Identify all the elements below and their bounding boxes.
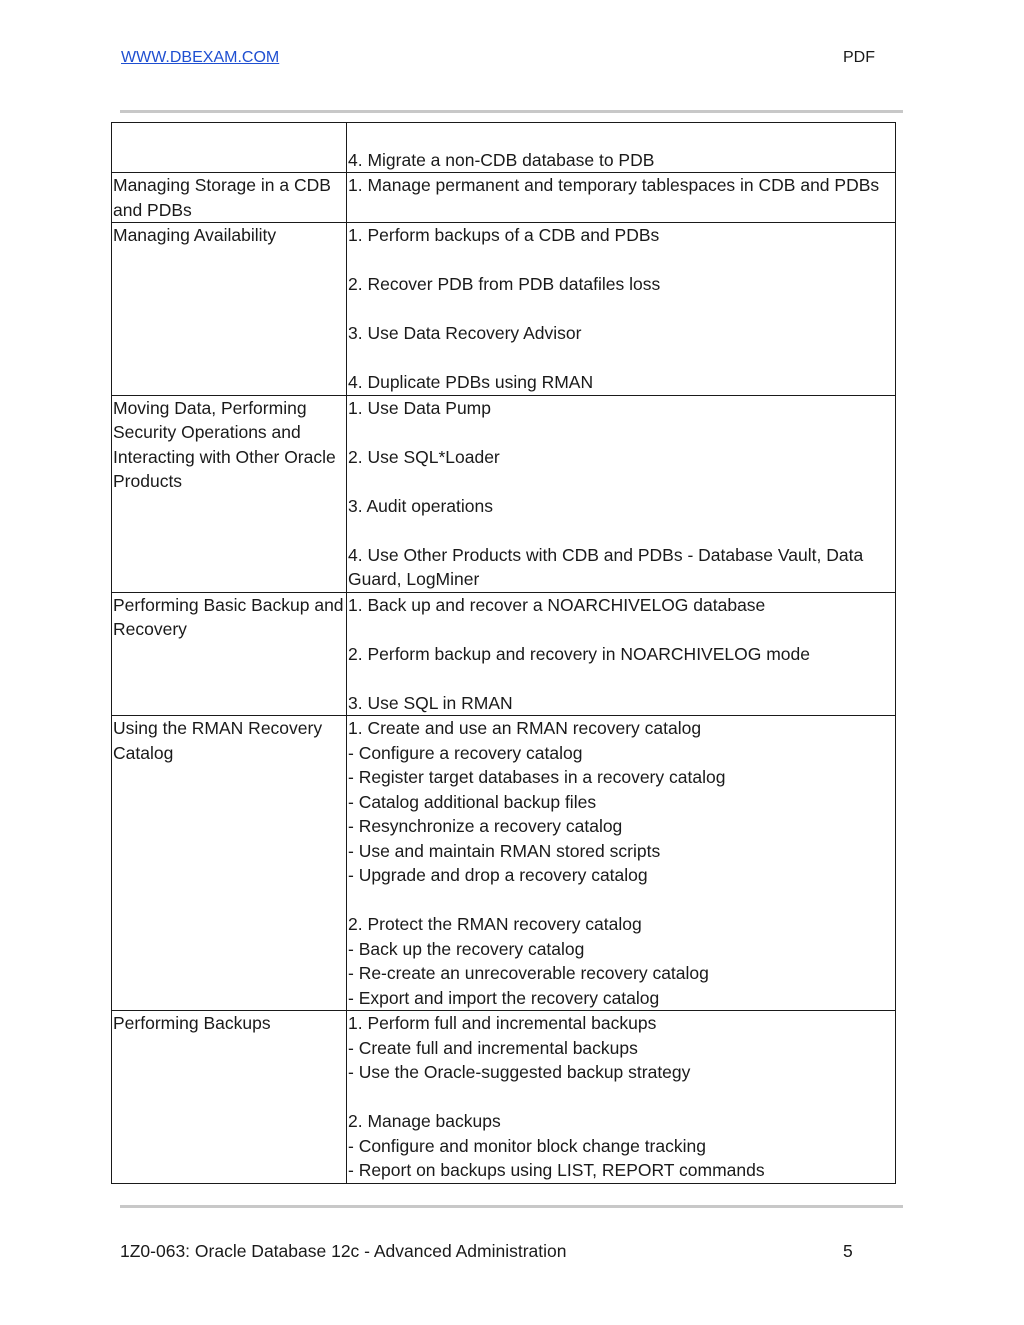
table-row bbox=[112, 173, 896, 223]
objective-line: 1. Back up and recover a NOARCHIVELOG database bbox=[348, 594, 766, 615]
objective-line: 1. Manage permanent and temporary tablespaces in CDB and PDBs bbox=[348, 175, 880, 195]
blank-line bbox=[348, 666, 894, 691]
objective-line: - Configure a recovery catalog bbox=[348, 742, 583, 763]
exam-topics-table bbox=[111, 122, 896, 1184]
objective-line: - Re-create an unrecoverable recovery catalog bbox=[348, 963, 709, 983]
objective-line: 2. Manage backups bbox=[348, 1111, 501, 1131]
table-row bbox=[112, 223, 896, 396]
blank-line bbox=[348, 1085, 894, 1110]
footer-title: 1Z0-063: Oracle Database 12c - Advanced Administration bbox=[120, 1241, 567, 1261]
blank-line bbox=[348, 420, 894, 445]
objective-line: 1. Create and use an RMAN recovery catalog bbox=[348, 718, 702, 738]
header-divider bbox=[120, 110, 903, 113]
objectives-cell bbox=[347, 173, 896, 223]
blank-line bbox=[348, 123, 894, 148]
objective-line: - Use and maintain RMAN stored scripts bbox=[348, 840, 661, 861]
objective-line: - Configure and monitor block change tracking bbox=[348, 1135, 706, 1156]
topic-cell: Performing Backups bbox=[112, 1011, 347, 1184]
format-label: PDF bbox=[843, 49, 875, 66]
objective-line: 3. Audit operations bbox=[348, 495, 493, 516]
topic-cell bbox=[112, 123, 347, 173]
objectives-cell bbox=[347, 592, 896, 716]
objective-line: 2. Recover PDB from PDB datafiles loss bbox=[348, 274, 661, 294]
objective-line: 4. Use Other Products with CDB and PDBs - Database Vault, Data Guard, LogMiner bbox=[348, 544, 869, 589]
objective-line: - Create full and incremental backups bbox=[348, 1037, 638, 1058]
objective-line: - Report on backups using LIST, REPORT commands bbox=[348, 1160, 765, 1180]
objective-line: - Export and import the recovery catalog bbox=[348, 987, 660, 1008]
blank-line bbox=[348, 469, 894, 494]
topic-cell: Moving Data, Performing Security Operations and Interacting with Other Oracle Products bbox=[112, 395, 347, 592]
objective-line: 2. Perform backup and recovery in NOARCHIVELOG mode bbox=[348, 643, 810, 664]
blank-line bbox=[348, 297, 894, 322]
table-row bbox=[112, 716, 896, 1011]
blank-line bbox=[348, 346, 894, 371]
objective-line: 1. Use Data Pump bbox=[348, 397, 491, 418]
blank-line bbox=[348, 248, 894, 273]
objectives-cell bbox=[347, 123, 896, 173]
objectives-cell bbox=[347, 1011, 896, 1184]
objective-line: 1. Perform full and incremental backups bbox=[348, 1013, 657, 1033]
objective-line: 4. Migrate a non-CDB database to PDB bbox=[348, 149, 655, 170]
page-number: 5 bbox=[843, 1241, 853, 1261]
table-row bbox=[112, 395, 896, 592]
topic-cell: Using the RMAN Recovery Catalog bbox=[112, 716, 347, 1011]
blank-line bbox=[348, 617, 894, 642]
topic-cell: Managing Storage in a CDB and PDBs bbox=[112, 173, 347, 223]
objective-line: - Upgrade and drop a recovery catalog bbox=[348, 865, 648, 885]
objective-line: 4. Duplicate PDBs using RMAN bbox=[348, 372, 594, 392]
table-row bbox=[112, 1011, 896, 1184]
objective-line: - Register target databases in a recovery catalog bbox=[348, 767, 726, 787]
blank-line bbox=[348, 518, 894, 543]
footer-divider bbox=[120, 1205, 903, 1208]
table-row bbox=[112, 123, 896, 173]
topic-cell: Managing Availability bbox=[112, 223, 347, 396]
objective-line: - Back up the recovery catalog bbox=[348, 938, 585, 959]
objective-line: 1. Perform backups of a CDB and PDBs bbox=[348, 225, 660, 245]
objectives-cell bbox=[347, 395, 896, 592]
objective-line: 2. Protect the RMAN recovery catalog bbox=[348, 914, 642, 934]
objectives-cell bbox=[347, 716, 896, 1011]
table-row bbox=[112, 592, 896, 716]
exam-topics-body bbox=[112, 123, 896, 1184]
objectives-cell bbox=[347, 223, 896, 396]
objective-line: 3. Use SQL in RMAN bbox=[348, 692, 513, 713]
objective-line: - Resynchronize a recovery catalog bbox=[348, 816, 623, 836]
blank-line bbox=[348, 888, 894, 913]
objective-line: 3. Use Data Recovery Advisor bbox=[348, 323, 582, 343]
objective-line: - Catalog additional backup files bbox=[348, 791, 597, 812]
objective-line: - Use the Oracle-suggested backup strategy bbox=[348, 1062, 691, 1082]
site-link[interactable]: WWW.DBEXAM.COM bbox=[121, 49, 280, 66]
objective-line: 2. Use SQL*Loader bbox=[348, 446, 500, 467]
topic-cell: Performing Basic Backup and Recovery bbox=[112, 592, 347, 716]
